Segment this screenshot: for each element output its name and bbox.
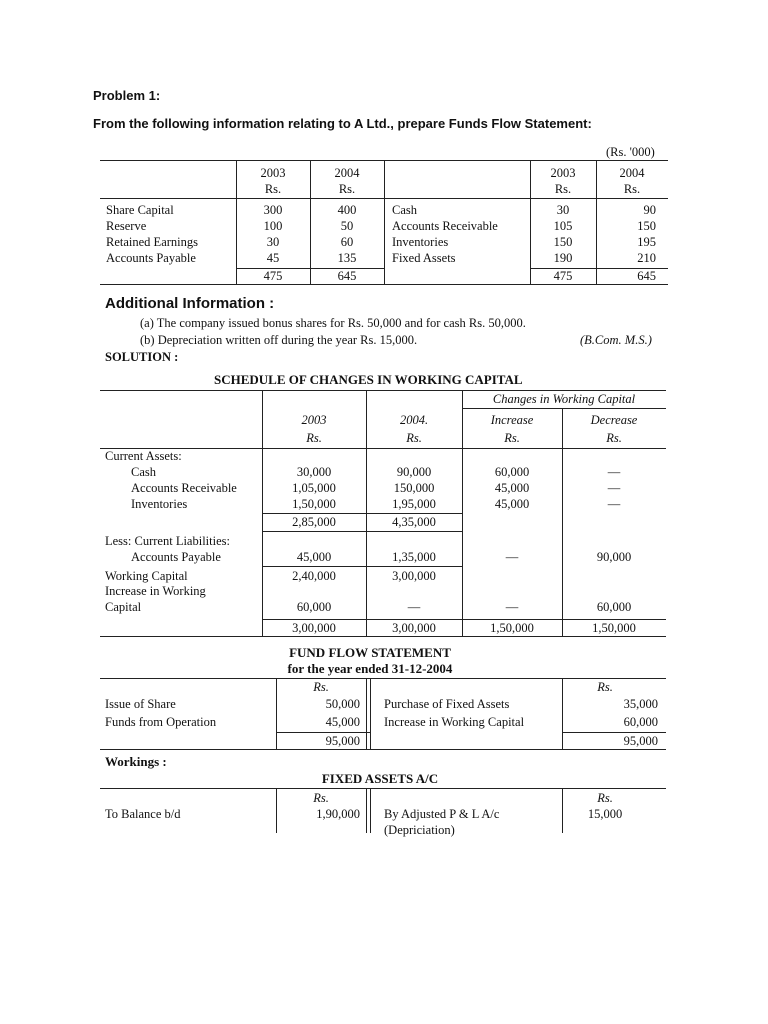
- workings-label: Workings :: [105, 754, 167, 769]
- liability-name: Reserve: [106, 219, 147, 233]
- liability-2004: 135: [337, 251, 357, 265]
- col-rs: Rs.: [406, 431, 422, 445]
- ff-use-amount: 60,000: [623, 715, 658, 729]
- liability-2004: 400: [337, 203, 357, 217]
- total-2004: 3,00,000: [392, 621, 436, 635]
- ff-rs-left: Rs.: [313, 680, 329, 694]
- asset-2004: 210: [637, 251, 656, 265]
- fa-credit-name-line1: By Adjusted P & L A/c: [384, 807, 500, 821]
- liability-name: Share Capital: [106, 203, 174, 217]
- ca-row-2003: 1,05,000: [292, 481, 336, 495]
- ca-row-decrease: —: [607, 465, 621, 479]
- asset-2003: 150: [553, 235, 573, 249]
- ff-source-name: Issue of Share: [105, 697, 176, 711]
- ff-source-total: 95,000: [325, 734, 360, 748]
- bs-rs-label: Rs.: [554, 182, 572, 196]
- unit-note: (Rs. '000): [606, 145, 655, 159]
- liability-2003: 300: [263, 203, 283, 217]
- fixed-assets-title: FIXED ASSETS A/C: [321, 771, 439, 786]
- problem-title: Problem 1:: [93, 88, 161, 103]
- solution-label: SOLUTION :: [105, 350, 179, 364]
- liability-name: Accounts Payable: [106, 251, 196, 265]
- ca-row-2004: 1,95,000: [392, 497, 436, 511]
- ca-row-increase: 60,000: [494, 465, 530, 479]
- fund-flow-title: FUND FLOW STATEMENT: [289, 645, 451, 660]
- ff-use-name: Purchase of Fixed Assets: [384, 697, 510, 711]
- total-2003: 3,00,000: [292, 621, 336, 635]
- asset-2003: 190: [553, 251, 573, 265]
- current-assets-label: Current Assets:: [105, 449, 182, 463]
- bs-col-2003-right: 2003: [550, 166, 576, 180]
- asset-name: Fixed Assets: [392, 251, 456, 265]
- increase-wc-label-line2: Capital: [105, 600, 142, 614]
- asset-2004: 90: [643, 203, 656, 217]
- ca-row-2004: 90,000: [396, 465, 432, 479]
- inc-wc-2004: —: [407, 600, 421, 614]
- source-reference: (B.Com. M.S.): [580, 333, 652, 347]
- col-decrease: Decrease: [590, 413, 638, 427]
- wc-2004: 3,00,000: [392, 569, 436, 583]
- asset-2004: 195: [637, 235, 656, 249]
- liability-2003: 100: [263, 219, 283, 233]
- bs-rs-label: Rs.: [264, 182, 282, 196]
- fa-debit-amount: 1,90,000: [316, 807, 360, 821]
- ap-decrease: 90,000: [596, 550, 632, 564]
- changes-header: Changes in Working Capital: [492, 392, 636, 406]
- ap-2004: 1,35,000: [392, 550, 436, 564]
- ca-row-decrease: —: [607, 481, 621, 495]
- col-rs: Rs.: [606, 431, 622, 445]
- ff-use-amount: 35,000: [623, 697, 658, 711]
- schedule-title: SCHEDULE OF CHANGES IN WORKING CAPITAL: [214, 372, 523, 387]
- liability-total-2003: 475: [263, 269, 283, 283]
- ff-source-amount: 45,000: [325, 715, 360, 729]
- asset-total-2003: 475: [553, 269, 573, 283]
- ff-use-name: Increase in Working Capital: [384, 715, 525, 729]
- ca-total-2004: 4,35,000: [392, 515, 436, 529]
- ca-row-increase: 45,000: [494, 497, 530, 511]
- liability-2004: 60: [340, 235, 354, 249]
- additional-item-a: (a) The company issued bonus shares for Rs. 50,000 and for cash Rs. 50,000.: [140, 316, 526, 330]
- ca-row-name: Accounts Receivable: [131, 481, 237, 495]
- asset-2003: 105: [553, 219, 573, 233]
- total-decrease: 1,50,000: [592, 621, 636, 635]
- ca-row-2004: 150,000: [393, 481, 435, 495]
- asset-name: Inventories: [392, 235, 449, 249]
- bs-col-2003-left: 2003: [260, 166, 286, 180]
- ca-row-decrease: —: [607, 497, 621, 511]
- bs-rs-label: Rs.: [623, 182, 641, 196]
- liability-2003: 30: [266, 235, 280, 249]
- additional-info-heading: Additional Information :: [105, 295, 275, 312]
- accounts-payable-label: Accounts Payable: [131, 550, 221, 564]
- less-current-liabilities-label: Less: Current Liabilities:: [105, 534, 230, 548]
- working-capital-label: Working Capital: [105, 569, 188, 583]
- liability-2003: 45: [266, 251, 280, 265]
- ff-source-name: Funds from Operation: [105, 715, 217, 729]
- ca-row-increase: 45,000: [494, 481, 530, 495]
- total-increase: 1,50,000: [490, 621, 534, 635]
- col-rs: Rs.: [504, 431, 520, 445]
- asset-total-2004: 645: [637, 269, 656, 283]
- inc-wc-increase: —: [505, 600, 519, 614]
- liability-name: Retained Earnings: [106, 235, 198, 249]
- asset-name: Accounts Receivable: [392, 219, 498, 233]
- ap-2003: 45,000: [296, 550, 332, 564]
- ff-source-amount: 50,000: [325, 697, 360, 711]
- col-2004: 2004.: [399, 413, 429, 427]
- fa-credit-name-line2: (Depriciation): [384, 823, 455, 837]
- additional-item-b: (b) Depreciation written off during the year Rs. 15,000.: [140, 333, 418, 347]
- fa-rs-right: Rs.: [597, 791, 613, 805]
- ca-row-name: Cash: [131, 465, 156, 479]
- col-2003: 2003: [301, 413, 327, 427]
- inc-wc-2003: 60,000: [296, 600, 332, 614]
- ca-row-name: Inventories: [131, 497, 188, 511]
- col-rs: Rs.: [306, 431, 322, 445]
- ff-use-total: 95,000: [623, 734, 658, 748]
- asset-2003: 30: [556, 203, 570, 217]
- ca-row-2003: 1,50,000: [292, 497, 336, 511]
- ca-row-2003: 30,000: [296, 465, 332, 479]
- increase-wc-label-line1: Increase in Working: [105, 584, 206, 598]
- asset-name: Cash: [392, 203, 417, 217]
- liability-total-2004: 645: [337, 269, 357, 283]
- inc-wc-decrease: 60,000: [596, 600, 632, 614]
- wc-2003: 2,40,000: [292, 569, 336, 583]
- bs-col-2004-left: 2004: [334, 166, 360, 180]
- ca-total-2003: 2,85,000: [292, 515, 336, 529]
- col-increase: Increase: [490, 413, 534, 427]
- fund-flow-period: for the year ended 31-12-2004: [287, 661, 453, 676]
- fa-debit-name: To Balance b/d: [105, 807, 181, 821]
- liability-2004: 50: [340, 219, 354, 233]
- bs-rs-label: Rs.: [338, 182, 356, 196]
- fa-rs-left: Rs.: [313, 791, 329, 805]
- bs-col-2004-right: 2004: [619, 166, 645, 180]
- fa-credit-amount: 15,000: [587, 807, 623, 821]
- ff-rs-right: Rs.: [597, 680, 613, 694]
- problem-statement: From the following information relating to A Ltd., prepare Funds Flow Statement:: [93, 116, 592, 131]
- ap-increase: —: [505, 550, 519, 564]
- asset-2004: 150: [637, 219, 656, 233]
